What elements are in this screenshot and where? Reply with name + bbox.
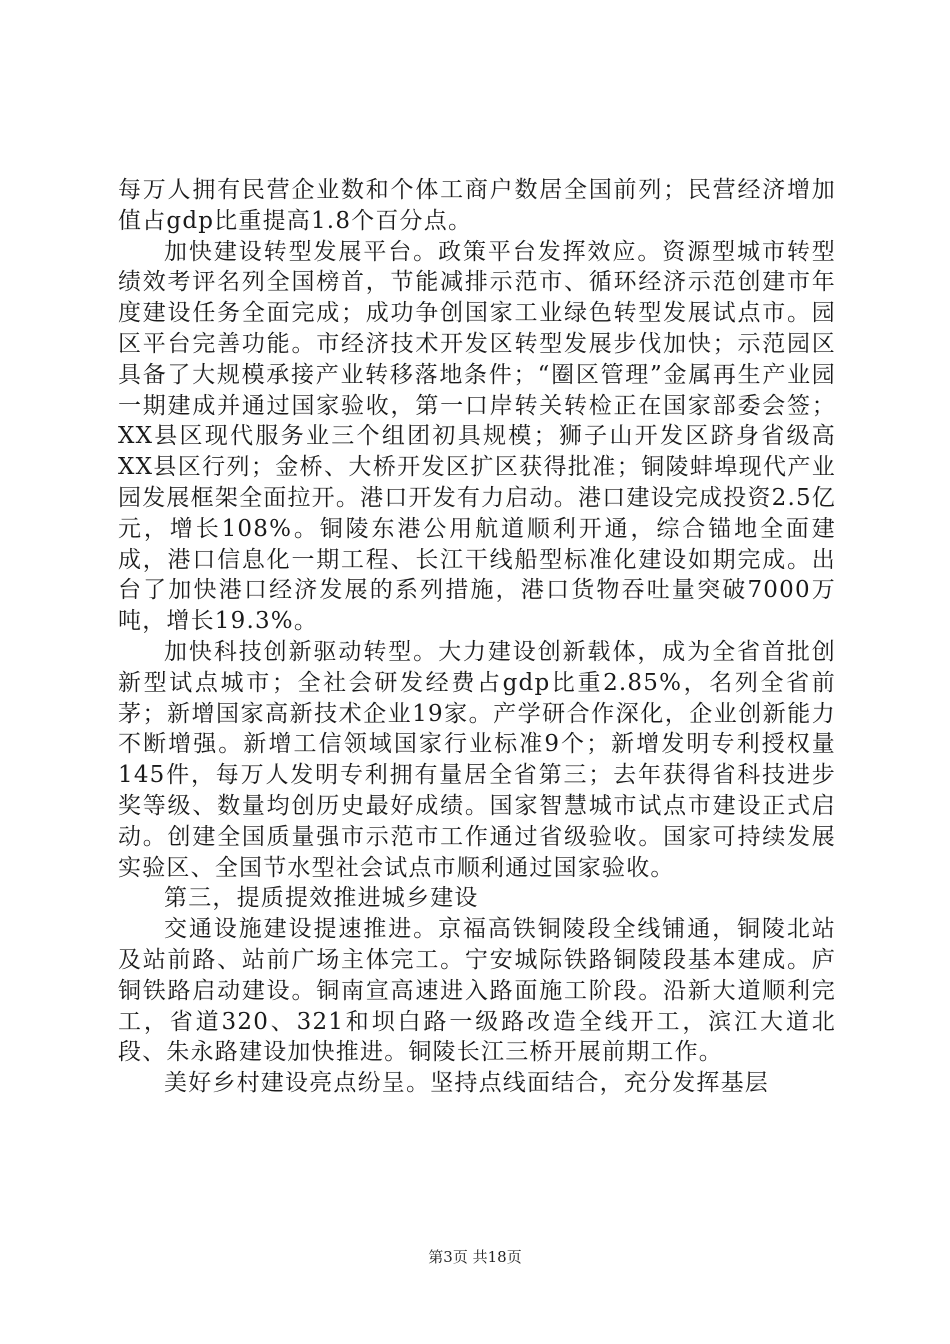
page-footer: 第3页 共18页	[428, 1248, 522, 1266]
paragraph-transport-infrastructure: 交通设施建设提速推进。京福高铁铜陵段全线铺通，铜陵北站及站前路、站前广场主体完工。宁安城际铁路铜陵段基本建成。庐铜铁路启动建设。铜南宣高速进入路面施工阶段。沿新大道顺利完工，省道320、321和坝白路一级路改造全线开工，滨江大道北段、朱永路建设加快推进。铜陵长江三桥开展前期工作。	[118, 916, 836, 1066]
paragraph-private-economy: 每万人拥有民营企业数和个体工商户数居全国前列；民营经济增加值占gdp比重提高1.8个百分点。	[118, 177, 836, 234]
paragraph-transformation-platform: 加快建设转型发展平台。政策平台发挥效应。资源型城市转型绩效考评名列全国榜首，节能减排示范市、循环经济示范创建市年度建设任务全面完成；成功争创国家工业绿色转型发展试点市。园区平台完善功能。市经济技术开发区转型发展步伐加快；示范园区具备了大规模承接产业转移落地条件；“圈区管理”金属再生产业园一期建成并通过国家验收，第一口岸转关转检正在国家部委会签；XX县区现代服务业三个组团初具规模；狮子山开发区跻身省级高XX县区行列；金桥、大桥开发区扩区获得批准；铜陵蚌埠现代产业园发展框架全面拉开。港口开发有力启动。港口建设完成投资2.5亿元，增长108%。铜陵东港公用航道顺利开通，综合锚地全面建成，港口信息化一期工程、长江干线船型标准化建设如期完成。出台了加快港口经济发展的系列措施，港口货物吞吐量突破7000万吨，增长19.3%。	[118, 238, 836, 635]
document-body	[118, 175, 836, 1099]
paragraph-tech-innovation: 加快科技创新驱动转型。大力建设创新载体，成为全省首批创新型试点城市；全社会研发经费占gdp比重2.85%，名列全省前茅；新增国家高新技术企业19家。产学研合作深化，企业创新能力不断增强。新增工信领域国家行业标准9个；新增发明专利授权量145件，每万人发明专利拥有量居全省第三；去年获得省科技进步奖等级、数量均创历史最好成绩。国家智慧城市试点市建设正式启动。创建全国质量强市示范市工作通过省级验收。国家可持续发展实验区、全国节水型社会试点市顺利通过国家验收。	[118, 638, 836, 881]
section-heading-urban-rural: 第三，提质提效推进城乡建设	[164, 885, 479, 912]
paragraph-rural-construction: 美好乡村建设亮点纷呈。坚持点线面结合，充分发挥基层	[164, 1070, 769, 1097]
